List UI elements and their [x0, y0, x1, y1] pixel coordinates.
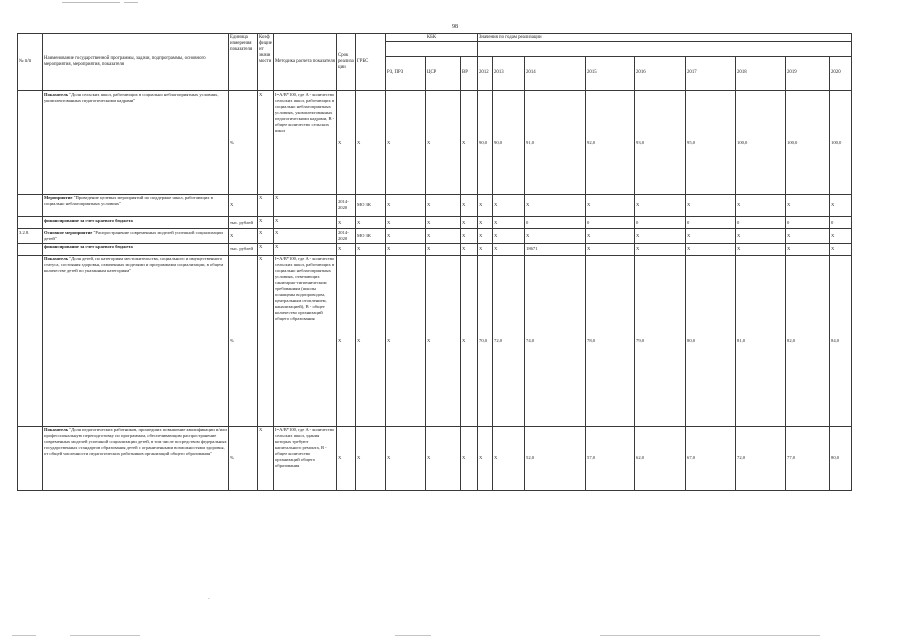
- cell-value-2014: 74,0: [525, 255, 586, 426]
- cell-value-2012: 90,0: [478, 91, 493, 194]
- cell-coef: X: [258, 243, 274, 255]
- header-kbk-csr: ЦСР: [426, 56, 461, 91]
- table-row: [18, 426, 852, 490]
- cell-value-2017: 0: [686, 217, 736, 229]
- cell-value-2019: 0: [786, 217, 830, 229]
- cell-value-2014: 0: [525, 217, 586, 229]
- cell-kbk-rz: X: [386, 217, 426, 229]
- row-type-label: Мероприятие: [44, 195, 73, 201]
- cell-value-2013: X: [493, 217, 525, 229]
- cell-no: 3.2.8.: [18, 229, 43, 243]
- cell-coef: X: [258, 229, 274, 243]
- cell-unit: X: [229, 194, 258, 216]
- cell-value-2016: X: [635, 194, 686, 216]
- cell-coef: X: [258, 217, 274, 229]
- cell-name: [43, 217, 229, 229]
- cell-value-2012: X: [478, 217, 493, 229]
- cell-value-2018: X: [736, 194, 786, 216]
- cell-value-2020: 0: [830, 217, 852, 229]
- cell-value-2017: X: [686, 243, 736, 255]
- cell-value-2016: 93,0: [635, 91, 686, 194]
- cell-value-2018: X: [736, 243, 786, 255]
- header-coef: Коэф фициент значимости: [258, 34, 274, 91]
- table-row: [18, 243, 852, 255]
- cell-term: X: [337, 426, 356, 490]
- header-year-2013: 2013: [493, 56, 525, 91]
- cell-no: [18, 194, 43, 216]
- header-year-2014: 2014: [525, 56, 586, 91]
- header-year-2019: 2019: [786, 56, 830, 91]
- stray-mark: -: [208, 597, 210, 602]
- cell-value-2015: 92,0: [586, 91, 635, 194]
- cell-value-2019: X: [786, 229, 830, 243]
- cell-unit: %: [229, 91, 258, 194]
- cell-kbk-vr: X: [461, 229, 478, 243]
- cell-kbk-rz: X: [386, 243, 426, 255]
- cell-value-2019: X: [786, 194, 830, 216]
- cell-term: X: [337, 91, 356, 194]
- cell-value-2013: X: [493, 243, 525, 255]
- header-method: Методика расчета показателя: [274, 34, 337, 91]
- cell-kbk-vr: X: [461, 217, 478, 229]
- cell-name: [43, 255, 229, 426]
- cell-grbs: X: [356, 426, 386, 490]
- cell-grbs: X: [356, 255, 386, 426]
- cell-method: X: [274, 229, 337, 243]
- cell-name: [43, 229, 229, 243]
- cell-kbk-vr: X: [461, 255, 478, 426]
- cell-kbk-csr: X: [426, 229, 461, 243]
- cell-no: [18, 243, 43, 255]
- cell-value-2015: X: [586, 194, 635, 216]
- row-type-label: Показатель: [44, 91, 69, 97]
- cell-unit: тыс. рублей: [229, 243, 258, 255]
- cell-method: X: [274, 243, 337, 255]
- table-row: [18, 217, 852, 229]
- row-description: "Проведение целевых мероприятий по поддержке школ, работающих в социально неблагоприятных условиях": [44, 195, 213, 207]
- cell-kbk-csr: X: [426, 426, 461, 490]
- cell-value-2013: 72,0: [493, 255, 525, 426]
- header-year-2020: 2020: [830, 56, 852, 91]
- cell-name: [43, 194, 229, 216]
- cell-name: [43, 426, 229, 490]
- header-year-2017: 2017: [686, 56, 736, 91]
- cell-value-2012: X: [478, 229, 493, 243]
- header-term: Срок реализации: [337, 34, 356, 91]
- cell-value-2014: 18671: [525, 243, 586, 255]
- cell-value-2017: 95,0: [686, 91, 736, 194]
- cell-value-2018: 100,0: [736, 91, 786, 194]
- cell-value-2020: 100,0: [830, 91, 852, 194]
- cell-value-2014: X: [525, 194, 586, 216]
- cell-grbs: X: [356, 91, 386, 194]
- header-year-2015: 2015: [586, 56, 635, 91]
- cell-value-2020: 80,0: [830, 426, 852, 490]
- cell-value-2016: X: [635, 229, 686, 243]
- table-row: [18, 194, 852, 216]
- cell-kbk-csr: X: [426, 91, 461, 194]
- cell-coef: X: [258, 194, 274, 216]
- cell-value-2016: 0: [635, 217, 686, 229]
- cell-kbk-rz: X: [386, 426, 426, 490]
- cell-value-2012: X: [478, 426, 493, 490]
- cell-grbs: X: [356, 217, 386, 229]
- cell-value-2013: X: [493, 229, 525, 243]
- cell-kbk-csr: X: [426, 217, 461, 229]
- table-row: [18, 229, 852, 243]
- row-type-label: Показатель: [44, 256, 69, 262]
- header-values-group: Значения по годам реализации: [478, 34, 852, 42]
- header-year-2018: 2018: [736, 56, 786, 91]
- cell-value-2014: 52,0: [525, 426, 586, 490]
- page-number: 98: [452, 24, 458, 30]
- cell-name: [43, 243, 229, 255]
- cell-value-2012: 70,0: [478, 255, 493, 426]
- cell-value-2016: 62,0: [635, 426, 686, 490]
- cell-coef: X: [258, 255, 274, 426]
- cell-term: X: [337, 243, 356, 255]
- cell-value-2017: 80,0: [686, 255, 736, 426]
- cell-value-2019: 77,0: [786, 426, 830, 490]
- cell-term: 2014-2020: [337, 229, 356, 243]
- cell-value-2019: X: [786, 243, 830, 255]
- cell-kbk-vr: X: [461, 426, 478, 490]
- header-kbk-group: КБК: [386, 34, 478, 42]
- cell-method: X: [274, 194, 337, 216]
- bottom-scan-line-1: [12, 635, 36, 636]
- row-description: финансирование за счет краевого бюджета: [44, 244, 133, 250]
- cell-kbk-csr: X: [426, 255, 461, 426]
- cell-kbk-rz: X: [386, 194, 426, 216]
- cell-value-2015: X: [586, 229, 635, 243]
- header-year-2012: 2012: [478, 56, 493, 91]
- row-type-label: Показатель: [44, 427, 69, 433]
- cell-no: [18, 255, 43, 426]
- cell-value-2017: 67,0: [686, 426, 736, 490]
- cell-kbk-vr: X: [461, 91, 478, 194]
- cell-grbs: X: [356, 243, 386, 255]
- cell-kbk-csr: X: [426, 243, 461, 255]
- cell-unit: %: [229, 255, 258, 426]
- cell-value-2013: X: [493, 194, 525, 216]
- cell-value-2019: 100,0: [786, 91, 830, 194]
- cell-value-2016: 79,0: [635, 255, 686, 426]
- top-scan-line-short: [124, 2, 138, 3]
- cell-no: [18, 91, 43, 194]
- header-kbk-rz: РЗ, ПРЗ: [386, 56, 426, 91]
- row-description: финансирование за счет краевого бюджета: [44, 217, 133, 223]
- cell-kbk-csr: X: [426, 194, 461, 216]
- cell-unit: %: [229, 426, 258, 490]
- cell-kbk-rz: X: [386, 229, 426, 243]
- row-description: "Распространение современных моделей успешной социализации детей": [44, 229, 223, 241]
- header-unit: Единица измерения показателя: [229, 34, 258, 91]
- cell-value-2012: X: [478, 243, 493, 255]
- cell-value-2020: X: [830, 243, 852, 255]
- cell-value-2020: 84,0: [830, 255, 852, 426]
- cell-value-2018: 72,0: [736, 426, 786, 490]
- cell-value-2014: 91,0: [525, 91, 586, 194]
- cell-method: X: [274, 217, 337, 229]
- row-description: "Доля педагогических работников, прошедших повышение квалификации и/или профессиональную переподготовку по программам, обеспечивающим распространение современных моделей успешной социализации детей, в том числе посредством федеральных государственных стандартов образования детей с ограниченными возможностями здоровья, от общей численности педагогических работников организаций общего образования": [44, 427, 227, 456]
- row-type-label: Основное мероприятие: [44, 229, 93, 235]
- top-scan-line: [62, 2, 120, 3]
- cell-value-2015: 57,0: [586, 426, 635, 490]
- header-name: Наименование государственной программы, задачи, подпрограммы, основного мероприятия, мероприятия, показателя: [43, 34, 229, 91]
- header-grbs: ГРБС: [356, 34, 386, 91]
- cell-grbs: МО ЗК: [356, 194, 386, 216]
- cell-kbk-rz: X: [386, 255, 426, 426]
- cell-kbk-vr: X: [461, 243, 478, 255]
- header-values-spacer: [478, 42, 852, 56]
- cell-value-2018: 0: [736, 217, 786, 229]
- header-kbk-spacer: [386, 42, 478, 56]
- cell-value-2013: X: [493, 426, 525, 490]
- cell-value-2019: 82,0: [786, 255, 830, 426]
- cell-value-2018: X: [736, 229, 786, 243]
- cell-value-2020: X: [830, 229, 852, 243]
- bottom-scan-line-4: [600, 635, 820, 636]
- cell-value-2012: X: [478, 194, 493, 216]
- cell-coef: X: [258, 426, 274, 490]
- cell-no: [18, 217, 43, 229]
- header-row-1: [18, 34, 852, 42]
- cell-value-2015: 78,0: [586, 255, 635, 426]
- cell-unit: X: [229, 229, 258, 243]
- cell-method: I=A/B*100, где A - количество сельских школ, здания которых требуют капитального ремонта, B - общее количество организаций общего образования: [274, 426, 337, 490]
- cell-term: 2014-2020: [337, 194, 356, 216]
- cell-no: [18, 426, 43, 490]
- table-row: [18, 255, 852, 426]
- cell-value-2017: X: [686, 229, 736, 243]
- header-kbk-vr: ВР: [461, 56, 478, 91]
- cell-name: [43, 91, 229, 194]
- cell-value-2013: 90,0: [493, 91, 525, 194]
- cell-value-2020: X: [830, 194, 852, 216]
- row-description: "Доля детей, по категориям местожительства, социального и имущественного статуса, состояния здоровья, охваченных моделями и программами социализации, в общем количестве детей по указанным категориям": [44, 256, 224, 274]
- cell-value-2018: 81,0: [736, 255, 786, 426]
- header-year-2016: 2016: [635, 56, 686, 91]
- table-row: [18, 91, 852, 194]
- header-no: № п/п: [18, 34, 43, 91]
- cell-value-2017: X: [686, 194, 736, 216]
- cell-term: X: [337, 217, 356, 229]
- row-description: "Доля сельских школ, работающих в социально неблагоприятных условиях, укомплектованных педагогическими кадрами": [44, 91, 219, 103]
- cell-method: I=A/B*100, где A - количество сельских школ, работающих в социально неблагоприятных условиях, укомплектованных педагогическими кадрами, B - общее количество сельских школ: [274, 91, 337, 194]
- cell-value-2015: X: [586, 243, 635, 255]
- cell-term: X: [337, 255, 356, 426]
- cell-unit: тыс. рублей: [229, 217, 258, 229]
- program-table: [17, 33, 852, 491]
- cell-kbk-vr: X: [461, 194, 478, 216]
- cell-grbs: МО ЗК: [356, 229, 386, 243]
- cell-method: I=A/B*100, где A - количество сельских школ, работающих в социально неблагоприятных условиях, отвечающих санитарно-гигиеническим требованиям (школы оснащены водопроводом, центральным отоплением, канализацией), B - общее количество организаций общего образования: [274, 255, 337, 426]
- bottom-scan-line-2: [70, 635, 140, 636]
- cell-kbk-rz: X: [386, 91, 426, 194]
- cell-coef: X: [258, 91, 274, 194]
- cell-value-2014: X: [525, 229, 586, 243]
- cell-value-2015: 0: [586, 217, 635, 229]
- bottom-scan-line-3: [395, 635, 431, 636]
- cell-value-2016: X: [635, 243, 686, 255]
